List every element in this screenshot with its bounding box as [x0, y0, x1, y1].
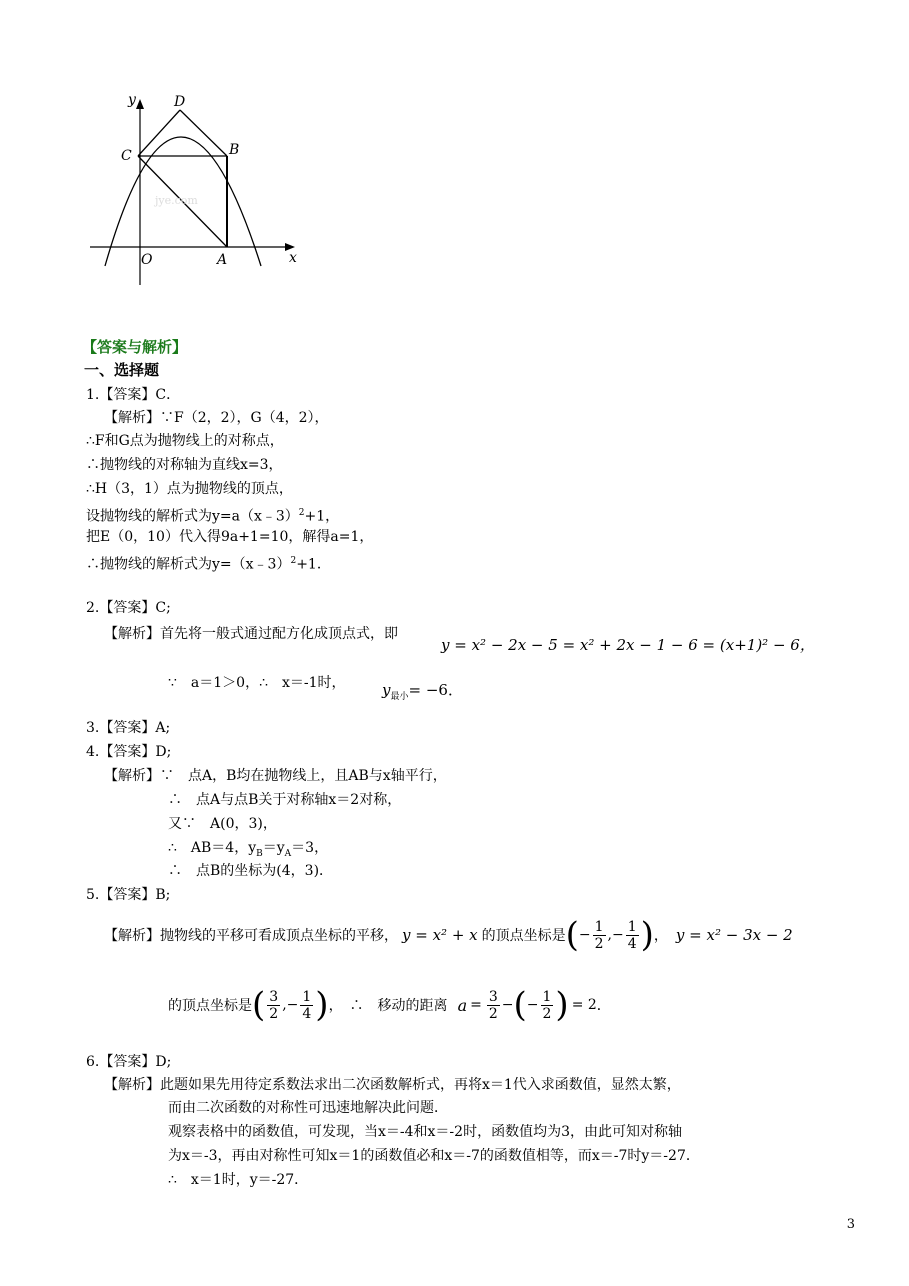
q5-v1-d2: 4 — [627, 935, 637, 952]
q2-ymin-tail: ． — [447, 681, 463, 699]
q2-equation-tail: ， — [799, 636, 815, 654]
q5-v2-minus: − — [286, 997, 299, 1013]
q5-dist-res: = 2 — [571, 997, 597, 1013]
q5-line2-b: ， ∴ 移动的距离 — [328, 998, 448, 1014]
label-a: A — [217, 252, 228, 268]
page-number: 3 — [846, 1217, 855, 1232]
q2-line2: ∵ a＝1＞0，∴ x＝-1时， — [168, 675, 346, 691]
q1-line3: ∴抛物线的对称轴为直线x=3， — [86, 457, 283, 473]
q6-line4: 为x＝-3，再由对称性可知x＝1的函数值必和x＝-7的函数值相等，而x＝-7时y＝-27． — [168, 1148, 700, 1164]
q5-dist-frac2 — [541, 989, 554, 1022]
q5-dist-rparen: ) — [555, 985, 569, 1025]
q5-dist-d2: 2 — [542, 1005, 552, 1022]
q5-line1-c: ， — [653, 928, 668, 944]
q5-line2 — [168, 985, 611, 1025]
q3-answer: 3.【答案】A; — [86, 720, 171, 736]
y-axis-arrow — [136, 99, 144, 109]
q2-ymin-sub: 最小 — [390, 692, 409, 702]
q5-dist-n1: 3 — [488, 988, 498, 1005]
label-x: x — [289, 250, 297, 266]
q5-dist-eq: = — [470, 997, 482, 1013]
q5-v1-n1: 1 — [594, 918, 604, 935]
q2-answer: 2.【答案】C; — [86, 600, 171, 616]
q4-line4-c: ＝3， — [291, 840, 329, 856]
q5-v1-rparen: ) — [640, 915, 654, 955]
q5-v2-lparen: ( — [252, 985, 266, 1025]
q5-line1-text: 【解析】抛物线的平移可看成顶点坐标的平移， — [104, 928, 398, 944]
q1-line1: 【解析】∵F（2，2），G（4，2）， — [104, 410, 329, 426]
q5-v1-comma: , — [607, 927, 612, 943]
q1-line7-sup: 2 — [290, 556, 297, 566]
q5-v2-n2: 1 — [302, 988, 312, 1005]
q5-eqA: y = x² + x — [402, 926, 478, 944]
q2-equation — [441, 634, 815, 655]
q5-dist-frac1 — [487, 989, 500, 1022]
q5-answer: 5.【答案】B; — [86, 887, 171, 903]
q6-line3: 观察表格中的函数值，可发现，当x＝-4和x＝-2时，函数值均为3，由此可知对称轴 — [168, 1124, 682, 1140]
q1-line7-tail: +1． — [296, 556, 331, 573]
q5-v2-d1: 2 — [269, 1005, 279, 1022]
q2-line1: 【解析】首先将一般式通过配方化成顶点式，即 — [104, 626, 398, 642]
q4-line1: 【解析】∵ 点A，B均在抛物线上，且AB与x轴平行， — [104, 768, 447, 784]
q4-line4-sub1: B — [256, 848, 263, 859]
q6-line2: 而由二次函数的对称性可迅速地解决此问题． — [168, 1100, 448, 1116]
q1-line2: ∴F和G点为抛物线上的对称点， — [86, 433, 284, 449]
q4-line4-sub2: A — [284, 848, 292, 859]
q5-v1-d1: 2 — [594, 935, 604, 952]
q4-line4-b: ＝y — [262, 840, 285, 856]
watermark: jye.com — [155, 194, 198, 207]
segment-cd — [138, 110, 180, 156]
q6-line5: ∴ x＝1时，y＝-27． — [168, 1172, 309, 1188]
parabola-figure — [85, 88, 310, 293]
q5-eqB: y = x² − 3x − 2 — [675, 926, 793, 944]
q5-v1-frac2 — [626, 919, 639, 952]
q5-v1-lparen: ( — [565, 915, 579, 955]
q4-line3: 又∵ A(0，3)， — [168, 816, 277, 832]
q5-v1-n2: 1 — [627, 918, 637, 935]
q1-line5 — [86, 504, 339, 526]
label-o: O — [141, 252, 153, 268]
segment-db — [180, 110, 227, 156]
label-b: B — [229, 142, 240, 158]
q1-line7-text: ∴抛物线的解析式为y=（x﹣3） — [86, 556, 291, 573]
q5-v2-frac1 — [267, 989, 280, 1022]
section-title: 一、选择题 — [84, 361, 160, 379]
q1-line5-text: 设抛物线的解析式为y=a（x﹣3） — [86, 508, 299, 525]
q5-v2-n1: 3 — [269, 988, 279, 1005]
q4-line4-a: ∴ AB＝4，y — [168, 840, 257, 856]
q4-answer: 4.【答案】D; — [86, 744, 172, 760]
q5-dist-minus2: − — [526, 997, 539, 1013]
q5-v2-d2: 4 — [302, 1005, 312, 1022]
label-y: y — [128, 92, 136, 108]
label-d: D — [174, 94, 186, 110]
q4-line2: ∴ 点A与点B关于对称轴x＝2对称， — [168, 792, 402, 808]
q5-v2-comma: , — [282, 997, 287, 1013]
q1-line7 — [86, 552, 331, 574]
q4-line5: ∴ 点B的坐标为(4，3)． — [168, 863, 334, 879]
q5-v1-minus1: − — [578, 927, 591, 943]
q6-line1: 【解析】此题如果先用待定系数法求出二次函数解析式，再将x＝1代入求函数值，显然太繁， — [104, 1077, 681, 1093]
q5-dist-a: a — [457, 995, 468, 1015]
answer-heading: 【答案与解析】 — [82, 338, 188, 356]
q5-dist-lparen: ( — [513, 985, 527, 1025]
q4-line4 — [168, 839, 328, 863]
q2-ymin — [382, 679, 463, 702]
q5-line2-a: 的顶点坐标是 — [168, 998, 252, 1014]
q5-v2-frac2 — [300, 989, 313, 1022]
q1-line4: ∴H（3，1）点为抛物线的顶点， — [86, 481, 293, 497]
q5-dist-d1: 2 — [488, 1005, 498, 1022]
q5-line2-c: ． — [596, 998, 611, 1014]
q1-line5-tail: +1， — [304, 508, 340, 525]
q6-answer: 6.【答案】D; — [86, 1054, 172, 1070]
q5-dist-n2: 1 — [542, 988, 552, 1005]
q5-line1-b: 的顶点坐标是 — [481, 928, 566, 944]
q1-line5-sup: 2 — [298, 508, 305, 518]
label-c: C — [121, 148, 132, 164]
q2-ymin-rest: = −6 — [408, 681, 448, 699]
q1-line6: 把E（0，10）代入得9a+1=10，解得a=1， — [86, 529, 374, 545]
q5-v1-frac1 — [593, 919, 606, 952]
q1-answer: 1.【答案】C． — [86, 387, 181, 403]
q2-equation-text: y = x² − 2x − 5 = x² + 2x − 1 − 6 = (x+1)² − 6 — [441, 636, 800, 654]
q5-v2-rparen: ) — [315, 985, 329, 1025]
q5-dist-minus: − — [501, 997, 514, 1013]
q5-line1 — [104, 915, 793, 955]
q2-ymin-y: y — [382, 681, 391, 699]
q5-v1-minus2: − — [612, 927, 624, 943]
